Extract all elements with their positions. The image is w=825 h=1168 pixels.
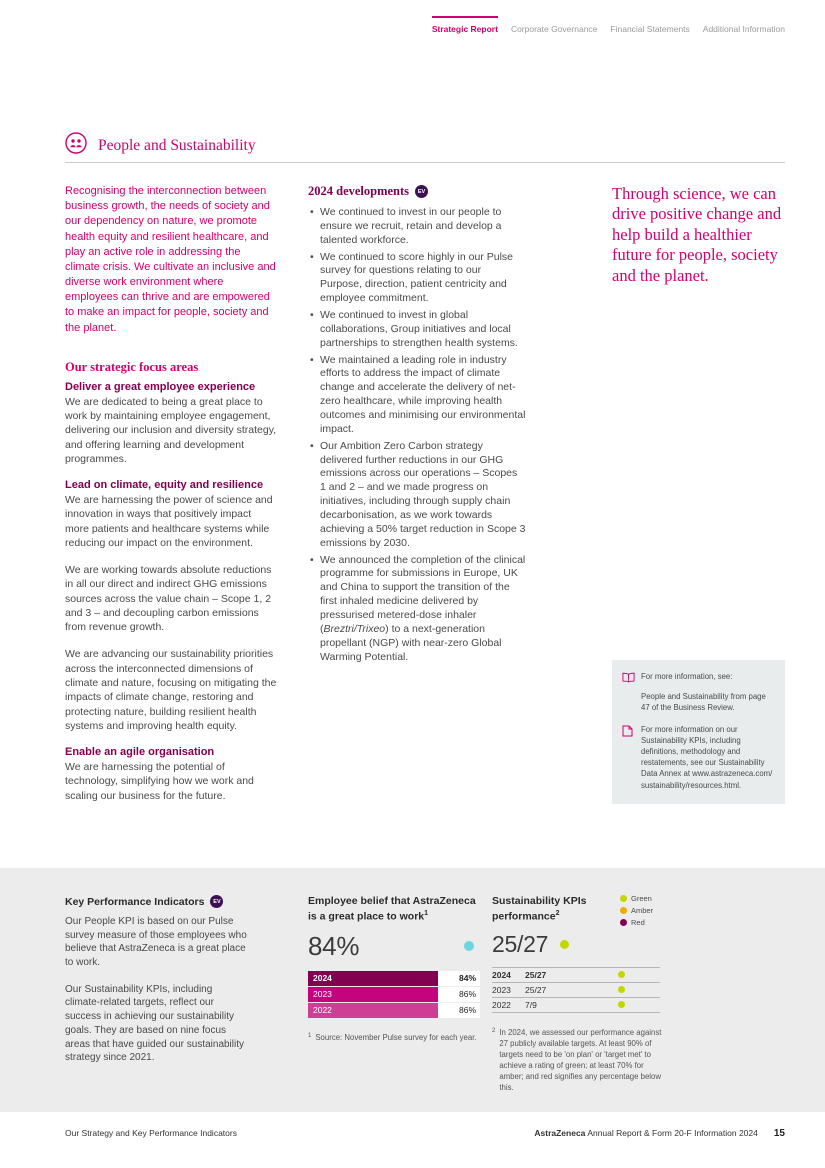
footnote [492,1027,662,1093]
sustainability-kpi-title-text: Sustainability KPIs performance [492,895,587,923]
focus-areas-heading: Our strategic focus areas [65,359,199,374]
value-cell: 84% [438,971,480,986]
more-information-box [612,660,785,804]
year-cell: 2023 [492,984,511,995]
section-divider [65,162,785,163]
document-icon [622,724,635,790]
developments-heading: 2024 developments [308,184,410,198]
table-row [308,987,480,1002]
development-bullet [320,554,526,665]
footer-report-text: Annual Report & Form 20-F Information 2024 [587,1128,758,1138]
amber-dot [620,907,627,914]
legend-label: Amber [631,906,654,915]
ev-badge: EV [210,895,223,908]
book-icon [622,671,635,713]
tab-additional-information[interactable]: Additional Information [702,24,785,34]
status-dot [618,1001,625,1008]
focus-item-title-climate: Lead on climate, equity and resilience [65,479,264,492]
section-title: People and Sustainability [98,136,256,154]
sustainability-kpi-title [492,895,592,924]
footnote [308,1032,480,1043]
focus-paragraph: We are advancing our sustainability priorities across the interconnected dimensions of climate and nature, focusing on mitigating the impacts of climate change, restoring and protecting nature, building resilient health systems and improving health equity. [65,648,277,732]
employee-kpi-title [308,895,480,924]
focus-paragraph: We are harnessing the potential of technology, simplifying how we work and scaling our business for the future. [65,761,254,802]
footer-right [534,1128,785,1139]
footer-brand: AstraZeneca [534,1128,586,1138]
employee-kpi-value: 84% [308,930,360,961]
footnote-text: In 2024, we assessed our performance against 27 publicly available targets. At least 90% of targets need to be 'on plan' or 'target met' to achieve a rating of green; at least 70% for amber; and red signifies any percentage below this. [499,1027,662,1093]
info-text-block [641,671,775,713]
info-body: For more information on our Sustainability KPIs, including definitions, methodology and restatements, see our Sustainability Data Annex at www.astrazeneca.com/ sustainability/resources.html. [641,725,773,790]
status-dot [618,971,625,978]
sustainability-kpi-column [492,895,662,1101]
focus-item-title-agile: Enable an agile organisation [65,746,215,759]
development-bullet: • Our Ambition Zero Carbon strategy delivered further reductions in our GHG emissions across our operations – Scopes 1 and 2 – and we made progress on initiatives, including through supply chain decarbonisation, as we work towards achieving a 50% target reduction in Scope 3 emissions by 2030. [320,440,526,551]
footnote-marker: 1 [308,1032,312,1039]
development-bullet: • We maintained a leading role in industry efforts to address the impact of climate change and accelerate the delivery of net-zero healthcare, while improving health outcomes and minimising our environmental impact. [320,354,526,437]
rating-legend [620,894,653,930]
intro-paragraph: Recognising the interconnection between business growth, the needs of society and our dependency on nature, we promote health equity and resilient healthcare, and play an active role in addressing the climate crisis. We cultivate an inclusive and diverse work environment where employees can thrive and are empowered to make an impact for people, society and the planet. [65,185,276,334]
page-number: 15 [773,1128,785,1139]
tab-strategic-report[interactable]: Strategic Report [432,16,498,34]
main-content [65,184,785,860]
info-item-book [622,671,775,713]
sustainability-kpi-table [492,967,660,1013]
people-sustainability-icon [65,132,87,159]
table-row [492,983,660,998]
value-cell: 25/27 [525,984,547,995]
info-lead: For more information, see: [641,672,733,681]
top-nav [432,16,785,34]
red-dot [620,919,627,926]
kpi-heading: Key Performance Indicators [65,895,205,908]
footnote-marker: 2 [555,909,560,917]
employee-kpi-column [308,895,480,1051]
kpi-band [0,868,825,1112]
focus-paragraph: We are working towards absolute reductions in all our direct and indirect GHG emissions sources across the value chain – Scope 1, 2 and 3 – and decoupling carbon emissions from revenue growth. [65,564,272,634]
column-developments [308,184,526,668]
footer-report-title [534,1128,758,1138]
focus-item-title-employee: Deliver a great employee experience [65,380,256,393]
employee-kpi-table [308,971,480,1018]
table-row [308,1003,480,1018]
kpi-description-column [65,895,249,1078]
pull-quote: Through science, we can drive positive change and help build a healthier future for people, society and the planet. [612,184,782,285]
value-cell: 86% [438,987,480,1002]
kpi-paragraph: Our People KPI is based on our Pulse survey measure of those employees who believe that AstraZeneca is a great place to work. [65,916,247,969]
column-strategy [65,184,277,816]
employee-kpi-title-text: Employee belief that AstraZeneca is a great place to work [308,895,476,923]
development-bullet: • We continued to invest in our people to ensure we recruit, retain and develop a talented workforce. [320,206,526,248]
footer-section-title: Our Strategy and Key Performance Indicators [65,1128,237,1138]
footnote-marker: 1 [424,909,429,917]
year-cell: 2024 [308,971,438,986]
focus-paragraph: We are harnessing the power of science and innovation in ways that positively impact more patients and healthcare systems while reducing our impact on the environment. [65,494,273,549]
developments-heading-row [308,184,526,199]
status-dot-lightblue [464,941,474,951]
section-header [65,132,256,159]
sustainability-kpi-value: 25/27 [492,930,549,957]
year-cell: 2022 [492,999,511,1010]
ev-badge: EV [415,185,428,198]
status-dot-green [560,940,569,949]
table-row [492,967,660,983]
value-cell: 25/27 [525,969,547,980]
tab-financial-statements[interactable]: Financial Statements [610,24,690,34]
bullet-text: We announced the completion of the clinical programme for submissions in Europe, UK and China to support the transition of the first inhaled medicine delivered by pressurised metered-dose inhaler ( [320,553,526,635]
bullet-text: ) to a next-generation propellant (NGP) with near-zero Global Warming Potential. [320,622,502,663]
legend-item-red [620,918,653,927]
legend-label: Green [631,894,652,903]
employee-kpi-value-row [308,931,474,962]
value-cell: 86% [438,1003,480,1018]
sustainability-kpi-value-row [492,931,662,958]
kpi-paragraph: Our Sustainability KPIs, including climate-related targets, reflect our success in achieving our sustainability goals. They are based on nine focus areas that have guided our sustainability strategy since 2021. [65,983,245,1064]
green-dot [620,895,627,902]
info-body: People and Sustainability from page 47 of the Business Review. [641,692,766,713]
table-row [308,971,480,986]
kpi-heading-row [65,895,249,908]
table-row [492,998,660,1013]
value-cell: 7/9 [525,999,537,1010]
footnote-marker: 2 [492,1027,496,1034]
drug-name-italic: Breztri/Trixeo [323,622,386,635]
footnote-text: Source: November Pulse survey for each year. [315,1032,477,1042]
year-cell: 2023 [308,987,438,1002]
legend-label: Red [631,918,645,927]
column-quote [612,184,785,860]
focus-paragraph: We are dedicated to being a great place to work by maintaining employee engagement, delivering our inclusion and diversity strategy, and offering learning and development programmes. [65,395,277,465]
status-dot [618,986,625,993]
development-bullet: • We continued to score highly in our Pulse survey for questions relating to our Purpose, direction, patient centricity and employee commitment. [320,251,526,306]
page-footer [65,1128,785,1139]
legend-item-green [620,894,653,903]
info-item-document [622,724,775,790]
development-bullet: • We continued to invest in global collaborations, Group initiatives and local partnerships to strengthen health systems. [320,309,526,351]
tab-corporate-governance[interactable]: Corporate Governance [510,24,598,34]
legend-item-amber [620,906,653,915]
year-cell: 2024 [492,969,511,980]
developments-list [308,206,526,665]
year-cell: 2022 [308,1003,438,1018]
